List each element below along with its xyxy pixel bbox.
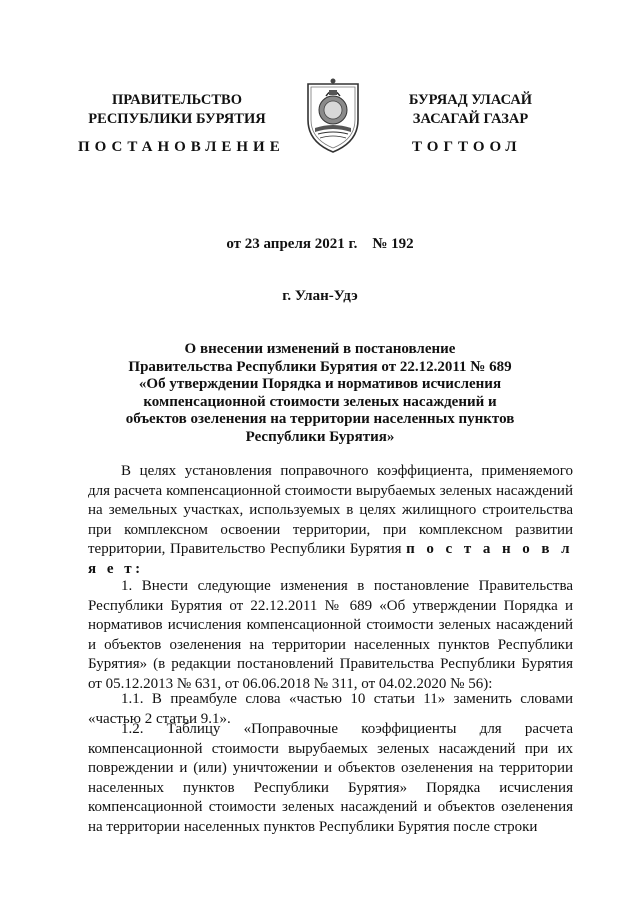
coat-of-arms-icon <box>298 76 368 156</box>
city-line: г. Улан-Удэ <box>282 288 358 304</box>
item-1-paragraph: 1. Внести следующие изменения в постановление Правительства Республики Бурятия от 22.12.2011 № 689 «Об утверждении Порядка и нормативов исчисления компенсационной стоимости зеленых насаждений и объектов озеленения на территории населенных пунктов Республики Бурятия» (в редакции постановлений Правительства Республики Бурятия от 05.12.2013 № 631, от 06.06.2018 № 311, от 04.02.2020 № 56): <box>88 578 573 692</box>
header-right-line2: ЗАСАГАЙ ГАЗАР <box>412 111 529 127</box>
title-line: «Об утверждении Порядка и нормативов исчисления <box>138 376 502 392</box>
header-left-ru <box>62 91 292 129</box>
title-line: Правительства Республики Бурятия от 22.12.2011 № 689 <box>128 358 512 375</box>
header-left-line2: РЕСПУБЛИКИ БУРЯТИЯ <box>88 111 266 127</box>
header-right-line1: БУРЯАД УЛАСАЙ <box>408 92 533 108</box>
title-line: Республики Бурятия» <box>245 428 395 445</box>
header-right-bur <box>368 91 573 129</box>
title-line: компенсационной стоимости зеленых насаждений и <box>143 393 497 410</box>
item-1-1-paragraph: 1.1. В преамбуле слова «частью 10 статьи 11» заменить словами «частью 2 статьи 9.1». <box>88 691 573 727</box>
preamble-text: В целях установления поправочного коэффициента, применяемого для расчета компенсационной стоимости вырубаемых зеленых насаждений на земельных участках, используемых в целях жилищного строительства при комплексном освоении территории, при комплексном развитии территории, Правительство Республики Бурятия <box>88 463 573 557</box>
item-1-2-paragraph: 1.2. Таблицу «Поправочные коэффициенты для расчета компенсационной стоимости вырубаемых зеленых насаждений при их повреждении и (или) уничтожении и объектов озеленения на территории населенных пунктов Республики Бурятия» Порядка исчисления компенсационной стоимости зеленых насаждений и объектов озеленения на территории населенных пунктов Республики Бурятия после строки <box>88 721 573 835</box>
preamble-paragraph <box>88 462 573 579</box>
document-title <box>0 341 640 446</box>
title-line: О внесении изменений в постановление <box>184 341 456 357</box>
decree-keyword: п о с т а н о в л я е т: <box>88 541 574 577</box>
title-line: объектов озеленения на территории населенных пунктов <box>125 411 515 427</box>
header-left-line1: ПРАВИТЕЛЬСТВО <box>112 92 242 108</box>
doc-type-bur: ТОГТООЛ <box>412 139 522 155</box>
date-line: от 23 апреля 2021 г. № 192 <box>226 236 414 252</box>
doc-type-ru: ПОСТАНОВЛЕНИЕ <box>78 139 285 155</box>
